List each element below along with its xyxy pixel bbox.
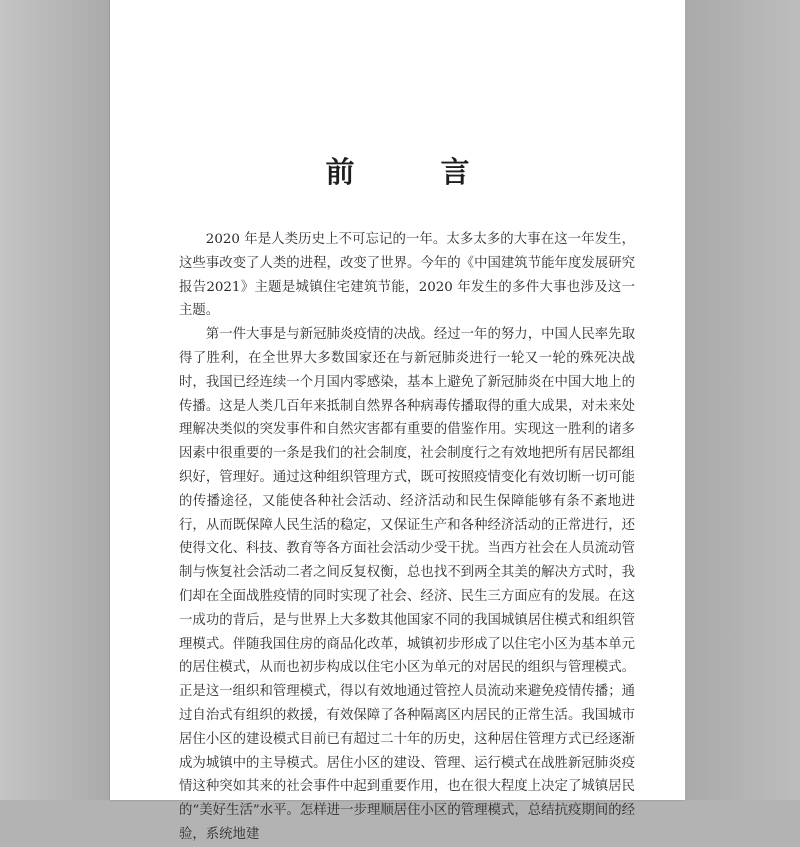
background-left [0, 0, 110, 800]
body-text [179, 228, 635, 847]
paragraph-1: 2020 年是人类历史上不可忘记的一年。太多太多的大事在这一年发生，这些事改变了人类的进程，改变了世界。今年的《中国建筑节能年度发展研究报告2021》主题是城镇住宅建筑节能，2020 年发生的多件大事也涉及这一主题。 [179, 232, 635, 319]
page-heading: 前 言 [325, 155, 508, 189]
paragraph-2: 第一件大事是与新冠肺炎疫情的决战。经过一年的努力，中国人民率先取得了胜利，在全世界大多数国家还在与新冠肺炎进行一轮又一轮的殊死决战时，我国已经连续一个月国内零感染，基本上避免了新冠肺炎在中国大地上的传播。这是人类几百年来抵制自然界各种病毒传播取得的重大成果，对未来处理解决类似的突发事件和自然灾害都有重要的借鉴作用。实现这一胜利的诸多因素中很重要的一条是我们的社会制度，社会制度行之有效地把所有居民都组织好，管理好。通过这种组织管理方式，既可按照疫情变化有效切断一切可能的传播途径，又能使各种社会活动、经济活动和民生保障能够有条不紊地进行，从而既保障人民生活的稳定，又保证生产和各种经济活动的正常进行，还使得文化、科技、教育等各方面社会活动少受干扰。当西方社会在人员流动管制与恢复社会活动二者之间反复权衡，总也找不到两全其美的解决方式时，我们却在全面战胜疫情的同时实现了社会、经济、民生三方面应有的发展。在这一成功的背后，是与世界上大多数其他国家不同的我国城镇居住模式和组织管理模式。伴随我国住房的商品化改革，城镇初步形成了以住宅小区为基本单元的居住模式，从而也初步构成以住宅小区为单元的对居民的组织与管理模式。正是这一组织和管理模式，得以有效地通过管控人员流动来避免疫情传播；通过自治式有组织的救援，有效保障了各种隔离区内居民的正常生活。我国城市居住小区的建设模式目前已有超过二十年的历史，这种居住管理方式已经逐渐成为城镇中的主导模式。居住小区的建设、管理、运行模式在战胜新冠肺炎疫情这种突如其来的社会事件中起到重要作用，也在很大程度上决定了城镇居民的“美好生活”水平。怎样进一步理顺居住小区的管理模式，总结抗疫期间的经验，系统地建 [179, 327, 635, 842]
background-right [685, 0, 800, 800]
document-page [110, 0, 685, 842]
